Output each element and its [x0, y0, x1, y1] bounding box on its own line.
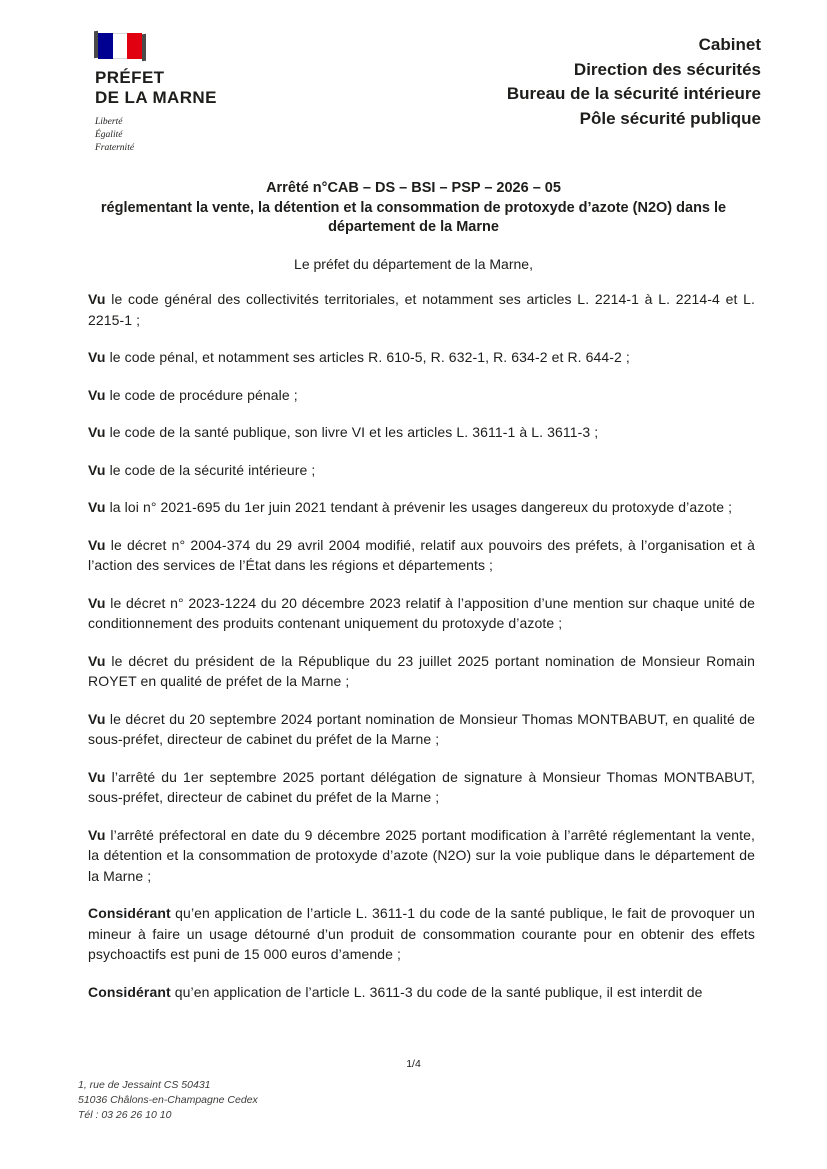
decree-clause	[88, 422, 755, 443]
clause-lead: Vu	[88, 594, 106, 611]
page-number: 1/4	[406, 1058, 421, 1070]
decree-clause	[88, 825, 755, 887]
clause-lead: Vu	[88, 710, 106, 727]
decree-body	[88, 289, 755, 1019]
flag-red-stripe	[127, 33, 142, 59]
clause-lead: Vu	[88, 652, 106, 669]
institution-name-line1: PRÉFET	[95, 68, 165, 87]
decree-clause	[88, 289, 755, 330]
service-line-pole: Pôle sécurité publique	[579, 108, 761, 128]
clause-lead: Vu	[88, 536, 106, 553]
decree-clause	[88, 497, 755, 518]
clause-text: la loi n° 2021-695 du 1er juin 2021 tendant à prévenir les usages dangereux du protoxyde d’azote ;	[109, 499, 733, 515]
decree-clause	[88, 709, 755, 750]
clause-text: le décret du 20 septembre 2024 portant nomination de Monsieur Thomas MONTBABUT, en qualité de sous-préfet, directeur de cabinet du préfet de la Marne ;	[88, 710, 755, 747]
decree-clause	[88, 651, 755, 692]
service-line-cabinet: Cabinet	[698, 35, 761, 54]
footer-address-line2: 51036 Châlons-en-Champagne Cedex	[78, 1094, 258, 1106]
clause-lead: Vu	[88, 768, 106, 785]
decree-title-subject: réglementant la vente, la détention et la consommation de protoxyde d’azote (N2O) dans le département de la Marne	[100, 199, 727, 236]
decree-clause	[88, 982, 755, 1003]
clause-text: le code de procédure pénale ;	[109, 386, 298, 403]
clause-text: le code pénal, et notamment ses articles R. 610-5, R. 632-1, R. 634-2 et R. 644-2 ;	[109, 349, 630, 365]
motto-fraternite: Fraternité	[95, 142, 135, 153]
decree-title-number: Arrêté n°CAB – DS – BSI – PSP – 2026 – 05	[266, 180, 561, 196]
clause-text: le code général des collectivités territoriales, et notamment ses articles L. 2214-1 à L. 2214-4 et L. 2215-1 ;	[88, 291, 755, 328]
issuing-service-block	[507, 33, 761, 132]
decree-clause	[88, 347, 755, 368]
decree-clause	[88, 593, 755, 634]
clause-text: le code de la sécurité intérieure ;	[109, 461, 316, 478]
clause-lead: Vu	[88, 461, 106, 478]
prefecture-logo	[95, 33, 275, 155]
clause-text: qu’en application de l’article L. 3611-3 du code de la santé publique, il est interdit de	[174, 983, 703, 1000]
flag-white-stripe	[113, 33, 128, 59]
clause-lead: Vu	[88, 291, 106, 307]
footer-address	[78, 1078, 258, 1123]
institution-name	[95, 68, 275, 108]
clause-text: le décret n° 2004-374 du 29 avril 2004 modifié, relatif aux pouvoirs des préfets, à l’organisation et à l’action des services de l’État dans les régions et départements ;	[88, 536, 755, 573]
motto-liberte: Liberté	[95, 117, 123, 128]
salutation: Le préfet du département de la Marne,	[294, 256, 533, 272]
clause-lead: Vu	[88, 349, 106, 365]
clause-text: le décret n° 2023-1224 du 20 décembre 2023 relatif à l’apposition d’une mention sur chaque unité de conditionnement des produits contenant uniquement du protoxyde d’azote ;	[88, 594, 755, 631]
clause-text: l’arrêté préfectoral en date du 9 décembre 2025 portant modification à l’arrêté réglementant la vente, la détention et la consommation de protoxyde d’azote (N2O) sur la voie publique dans le département de la Marne ;	[88, 826, 755, 884]
flag-blue-stripe	[98, 33, 113, 59]
french-flag-icon	[98, 33, 142, 59]
clause-text: l’arrêté du 1er septembre 2025 portant délégation de signature à Monsieur Thomas MONTBABUT, sous-préfet, directeur de cabinet du préfet de la Marne ;	[88, 768, 755, 805]
decree-clause	[88, 903, 755, 965]
republic-motto	[95, 116, 275, 154]
decree-clause	[88, 385, 755, 406]
service-line-direction: Direction des sécurités	[573, 59, 761, 79]
institution-name-line2: DE LA MARNE	[95, 88, 217, 108]
clause-lead: Considérant	[88, 905, 171, 921]
clause-text: le décret du président de la République du 23 juillet 2025 portant nomination de Monsieur Romain ROYET en qualité de préfet de la Marne ;	[88, 652, 755, 689]
decree-clause	[88, 767, 755, 808]
motto-egalite: Égalité	[95, 129, 123, 140]
footer-address-line1: 1, rue de Jessaint CS 50431	[78, 1079, 211, 1091]
clause-text: qu’en application de l’article L. 3611-1 du code de la santé publique, le fait de provoquer un mineur à faire un usage détourné d’un produit de consommation courante pour en obtenir des effets psychoactifs est puni de 15 000 euros d’amende ;	[88, 905, 755, 962]
decree-title	[84, 179, 744, 238]
decree-clause	[88, 460, 755, 481]
decree-clause	[88, 535, 755, 576]
clause-lead: Vu	[88, 386, 106, 403]
clause-lead: Vu	[88, 499, 106, 515]
clause-lead: Vu	[88, 424, 106, 440]
clause-text: le code de la santé publique, son livre VI et les articles L. 3611-1 à L. 3611-3 ;	[109, 424, 599, 440]
footer-address-line3: Tél : 03 26 26 10 10	[78, 1109, 172, 1121]
clause-lead: Vu	[88, 826, 106, 843]
service-line-bureau: Bureau de la sécurité intérieure	[506, 84, 761, 104]
clause-lead: Considérant	[88, 983, 171, 1000]
